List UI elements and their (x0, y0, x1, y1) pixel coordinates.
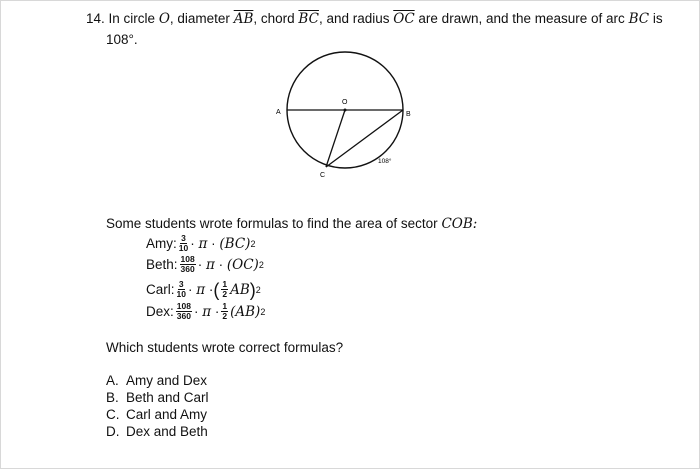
question-prefix: In circle (108, 11, 156, 26)
arc-measure: 108°. (106, 32, 138, 47)
exponent: 2 (258, 259, 264, 270)
expression: (OC) (226, 256, 259, 273)
question-number: 14. (86, 11, 105, 26)
fraction-numerator: 3 (181, 233, 186, 243)
sector-name: COB: (441, 216, 478, 232)
radius-label: , and radius (318, 11, 390, 26)
choice-text: Amy and Dex (126, 373, 208, 388)
expression: (AB) (230, 303, 261, 320)
fraction-denominator: 10 (178, 243, 189, 253)
formula-amy (146, 234, 255, 253)
fraction-denominator: 360 (176, 311, 191, 321)
fraction (177, 280, 186, 299)
student-name: Carl: (146, 282, 175, 297)
label-o: O (342, 99, 348, 106)
arc-label: 108° (378, 158, 392, 165)
fraction-numerator: 108 (180, 254, 195, 264)
pi-symbol: π (205, 256, 215, 273)
choice-a[interactable] (106, 373, 207, 388)
fraction (180, 255, 196, 274)
fraction-denominator: 360 (180, 264, 195, 274)
choice-text: Carl and Amy (126, 407, 208, 422)
dot-operator: · (211, 236, 216, 251)
student-name: Amy: (146, 236, 177, 251)
exponent: 2 (255, 284, 261, 295)
label-a: A (276, 109, 281, 116)
fraction-numerator: 1 (222, 279, 228, 289)
intro-text: Some students wrote formulas to find the area of sector (106, 216, 438, 231)
dot-operator: · (208, 282, 214, 297)
diameter-label: , diameter (169, 11, 230, 26)
fraction-numerator: 1 (222, 301, 228, 311)
fraction (179, 234, 188, 253)
expression: AB (230, 281, 250, 298)
dot-operator: · (214, 304, 220, 319)
formula-carl (146, 280, 261, 299)
chord-label: , chord (253, 11, 295, 26)
arc-name: BC (628, 11, 650, 27)
pi-symbol: π (202, 303, 212, 320)
choice-letter: A. (106, 373, 119, 388)
pi-symbol: π (196, 281, 206, 298)
chord-segment: $\overline{BC}$ (298, 11, 319, 27)
half-fraction (221, 302, 228, 321)
choice-text: Beth and Carl (126, 390, 209, 405)
choice-b[interactable] (106, 390, 209, 405)
center-point (344, 109, 347, 112)
dot-operator: · (197, 257, 203, 272)
choice-text: Dex and Beth (126, 424, 208, 439)
radius-segment: $\overline{OC}$ (393, 11, 415, 27)
fraction-denominator: 2 (222, 289, 228, 299)
student-name: Dex: (146, 304, 174, 319)
expression: (BC) (219, 235, 251, 252)
exponent: 2 (260, 306, 266, 317)
pi-symbol: π (198, 235, 208, 252)
label-c: C (320, 172, 326, 179)
half-fraction (221, 280, 228, 299)
label-b: B (406, 111, 411, 118)
dot-operator: · (193, 304, 199, 319)
formulas-intro (106, 216, 477, 232)
choice-letter: D. (106, 424, 120, 439)
fraction-numerator: 108 (176, 301, 191, 311)
open-paren: ( (213, 279, 220, 300)
exponent: 2 (250, 238, 256, 249)
choice-d[interactable] (106, 424, 208, 439)
dot-operator: · (190, 236, 195, 251)
dot-operator: · (187, 282, 193, 297)
student-name: Beth: (146, 257, 178, 272)
question-suffix: are drawn, and the measure of arc (418, 11, 625, 26)
choice-letter: B. (106, 390, 119, 405)
choice-letter: C. (106, 407, 120, 422)
diameter-segment: $\overline{AB}$ (233, 11, 254, 27)
fraction-denominator: 10 (176, 289, 186, 299)
formula-beth (146, 255, 264, 274)
dot-operator: · (218, 257, 224, 272)
circle-figure (270, 50, 420, 180)
fraction-numerator: 3 (178, 279, 184, 289)
choice-c[interactable] (106, 407, 207, 422)
formula-dex (146, 302, 265, 321)
fraction (176, 302, 192, 321)
fraction-denominator: 2 (222, 311, 228, 321)
circle-name: O (158, 11, 170, 27)
close-paren: ) (249, 279, 256, 300)
prompt-text: Which students wrote correct formulas? (106, 340, 344, 355)
is-word: is (652, 11, 663, 26)
question-stem (86, 11, 663, 27)
radius-oc (326, 110, 345, 167)
